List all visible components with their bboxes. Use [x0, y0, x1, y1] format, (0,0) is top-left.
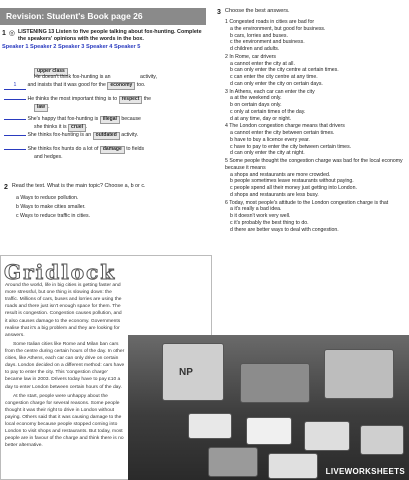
question-text: 3 In Athens, each car can enter the city	[225, 88, 315, 95]
truck-text: NP	[179, 367, 193, 378]
answer-option[interactable]: c can enter the city centre at any time.	[230, 74, 318, 81]
traffic-photo	[128, 335, 409, 480]
exercise-2-options	[16, 195, 208, 219]
exercise-2	[4, 183, 208, 219]
article-paragraph-1: Around the world, life in big cities is getting faster and more stressful, but one thing is slowing down: the traffic. Millions of cars, buses and lorries are using the roads and there just isn't enough space for them. The result is congestion. Congestion causes pollution, and it also causes damage to the economy. Governments realise that it's a big problem and they are looking for answers.	[5, 283, 122, 338]
answer-option[interactable]: a at the weekend only.	[230, 95, 282, 102]
exercise-2-instruction: Read the text. What is the main topic? Choose a, b or c.	[11, 183, 146, 189]
article-body	[5, 282, 125, 450]
question	[225, 89, 407, 123]
answer-slot[interactable]	[4, 135, 26, 136]
answer-option[interactable]: b cars, lorries and buses.	[230, 32, 288, 39]
car-image	[268, 453, 318, 479]
question	[225, 123, 407, 157]
option-b[interactable]: b Ways to make cities smaller.	[16, 203, 86, 210]
answer-option[interactable]: c only at certain times of the day.	[230, 108, 306, 115]
exercise-3-number: 3	[217, 9, 221, 16]
opinion-line: He thinks the most important thing is to respect the	[4, 96, 151, 104]
answer-option[interactable]: b have to buy a licence every year.	[230, 136, 310, 143]
answer-option[interactable]: a cannot enter the city at all.	[230, 60, 295, 67]
question-list	[225, 19, 407, 233]
bus-image	[240, 363, 310, 403]
answer-slot[interactable]	[4, 99, 26, 100]
answer-option[interactable]: d shops and restaurants are less busy.	[230, 191, 319, 198]
answer-slot[interactable]: 1	[4, 82, 26, 90]
question-text: 5 Some people thought the congestion charge was bad for the local economy because it means	[225, 158, 403, 171]
exercise-2-number: 2	[4, 184, 8, 191]
question	[225, 158, 407, 199]
car-image	[208, 447, 258, 477]
header-title: Revision: Student's Book page 26	[6, 11, 143, 21]
answer-option[interactable]: a shops and restaurants are more crowded.	[230, 171, 331, 178]
article-paragraph-3: At the start, people were unhappy about the congestion charge for several reasons. Some people thought it was their right to drive in London without paying. Others said that it was causing damage to the local economy because people stopped coming into London to visit shops and restaurants. But today, most people are in favour of the charge and think there is no better alternative.	[5, 393, 124, 449]
question	[225, 54, 407, 88]
word-box-law[interactable]: law	[34, 104, 48, 112]
answer-option[interactable]: d at any time, day or night.	[230, 115, 292, 122]
section-header	[0, 8, 206, 25]
answer-option[interactable]: a it's really a bad idea.	[230, 206, 282, 213]
opinion-line: She's happy that fox-hunting is illegal because	[4, 116, 141, 124]
answer-option[interactable]: d can only enter the city on certain days.	[230, 80, 323, 87]
answer-option[interactable]: d children and adults.	[230, 46, 280, 53]
word-box-illegal[interactable]: illegal	[100, 116, 120, 124]
audio-icon[interactable]: ◎	[8, 30, 16, 37]
car-image	[360, 425, 404, 455]
word-box-upper-class[interactable]: upper class	[34, 68, 68, 76]
question-text: 2 In Rome, car drivers	[225, 53, 277, 60]
opinion-line: she thinks it is cruel .	[34, 124, 88, 130]
truck-image	[162, 343, 224, 401]
exercise-3-instruction: Choose the best answers.	[224, 8, 290, 14]
word-box-cruel[interactable]: cruel	[68, 124, 86, 132]
answer-option[interactable]: b can only enter the city centre at certain times.	[230, 67, 339, 74]
car-image	[188, 413, 232, 439]
opinion-line: and hedges.	[34, 154, 63, 160]
answer-option[interactable]: a the environment, but good for business.	[230, 25, 326, 32]
exercise-3	[217, 8, 407, 233]
speaker-list: Speaker 1 Speaker 2 Speaker 3 Speaker 4 Speaker 5	[2, 44, 141, 51]
exercise-1	[2, 29, 206, 51]
exercise-1-instruction: LISTENING 13 Listen to five people talking about fox-hunting. Complete the speakers' opinions with the words in the box.	[18, 29, 202, 43]
article-paragraph-2: Some Italian cities like Rome and Milan ban cars from the centre during certain hours of the day. In other cities, like Athens, each car can only drive on certain days. London decided on a different method: cars have to pay to enter the city. This 'congestion charge' became law in 2003. Drivers today have to pay £10 a day to enter London between certain hours of the day.	[5, 341, 125, 390]
opinion-line: 1 and insists that it was good for the economy too.	[4, 82, 145, 90]
answer-option[interactable]: c have to pay to enter the city between certain times.	[230, 143, 352, 150]
word-box-outdated[interactable]: outdated	[93, 132, 120, 140]
option-a[interactable]: a Ways to reduce pollution.	[16, 195, 79, 202]
question-text: 4 The London congestion charge means that drivers	[225, 123, 345, 130]
answer-option[interactable]: d can only enter the city at night.	[230, 150, 305, 157]
article-title: Gridlock	[4, 260, 117, 284]
opinion-line: law .	[34, 104, 50, 112]
question-text: 6 Today, most people's attitude to the London congestion charge is that	[225, 199, 389, 206]
question	[225, 200, 407, 234]
exercise-1-number: 1	[2, 30, 6, 37]
word-box-respect[interactable]: respect	[119, 96, 143, 104]
word-box-economy[interactable]: economy	[107, 82, 135, 90]
option-c[interactable]: c Ways to reduce traffic in cities.	[16, 212, 91, 219]
liveworksheets-logo: LIVEWORKSHEETS	[325, 466, 405, 476]
answer-option[interactable]: b people sometimes leave restaurants without paying.	[230, 178, 354, 185]
word-box-damage[interactable]: damage	[100, 146, 125, 154]
question	[225, 19, 407, 53]
opinion-line: He doesn't think fox-hunting is an activity,	[34, 74, 157, 80]
answer-option[interactable]: d there are better ways to deal with congestion.	[230, 226, 339, 233]
answer-option[interactable]: c people spend all their money just getting into London.	[230, 185, 357, 192]
answer-option[interactable]: b on certain days only.	[230, 102, 282, 109]
answer-option[interactable]: b it doesn't work very well.	[230, 213, 291, 220]
answer-slot[interactable]	[4, 149, 26, 150]
opinion-line: She thinks fox hunts do a lot of damage to fields	[4, 146, 144, 154]
question-text: 1 Congested roads in cities are bad for	[225, 19, 315, 26]
answer-slot[interactable]	[4, 119, 26, 120]
answer-option[interactable]: c the environment and business.	[230, 39, 305, 46]
car-image	[246, 417, 292, 445]
answer-option[interactable]: a cannot enter the city between certain times.	[230, 130, 335, 137]
truck-image	[324, 349, 394, 399]
answer-option[interactable]: c it's probably the best thing to do.	[230, 219, 309, 226]
car-image	[304, 421, 350, 451]
opinion-line: She thinks fox-hunting is an outdated activity.	[4, 132, 138, 140]
